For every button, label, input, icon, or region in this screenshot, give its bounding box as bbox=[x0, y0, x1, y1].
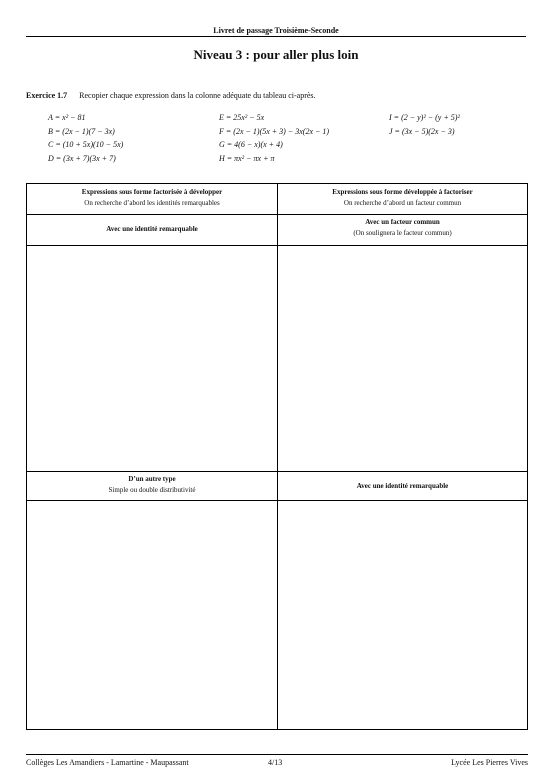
right-header-subtitle: On recherche d’abord un facteur commun bbox=[343, 199, 462, 207]
footer-divider bbox=[26, 754, 528, 755]
exercise-instruction: Recopier chaque expression dans la colonne adéquate du tableau ci-après. bbox=[79, 91, 316, 100]
expression-h: H = πx² − πx + π bbox=[219, 153, 275, 163]
expression-d: D = (3x + 7)(3x + 7) bbox=[48, 153, 116, 163]
expression-j: J = (3x − 5)(2x − 3) bbox=[389, 126, 455, 136]
right-sub1-title: Avec un facteur commun bbox=[365, 218, 440, 226]
left-subheader-other-type bbox=[27, 474, 277, 496]
left-sub2-title: D’un autre type bbox=[128, 475, 176, 483]
expression-b: B = (2x − 1)(7 − 3x) bbox=[48, 126, 115, 136]
classification-table bbox=[26, 183, 528, 730]
right-header-title: Expressions sous forme développée à factoriser bbox=[332, 188, 473, 196]
expression-column-2 bbox=[219, 111, 329, 165]
expression-c: C = (10 + 5x)(10 − 5x) bbox=[48, 140, 124, 149]
expression-f: F = (2x − 1)(5x + 3) − 3x(2x − 1) bbox=[219, 126, 330, 136]
table-subheader-divider bbox=[27, 245, 527, 246]
left-subheader-remarkable-identity: Avec une identité remarquable bbox=[106, 225, 198, 233]
expression-a: A = x² − 81 bbox=[48, 113, 86, 122]
footer-right: Lycée Les Pierres Vives bbox=[451, 758, 528, 767]
exercise-statement bbox=[26, 91, 316, 101]
right-subheader-remarkable-identity: Avec une identité remarquable bbox=[356, 482, 449, 490]
left-header-subtitle: On recherche d’abord les identités remarquables bbox=[84, 199, 220, 207]
table-middle-divider bbox=[27, 471, 527, 472]
right-column-header bbox=[278, 187, 527, 209]
footer-page-number: 4/13 bbox=[268, 758, 283, 767]
exercise-label: Exercice 1.7 bbox=[26, 91, 68, 100]
left-sub2-subtitle: Simple ou double distributivité bbox=[108, 486, 196, 494]
right-subheader-common-factor bbox=[278, 217, 527, 239]
table-header-divider bbox=[27, 214, 527, 215]
right-sub1-subtitle: (On soulignera le facteur commun) bbox=[353, 229, 452, 237]
expression-e: E = 25x² − 5x bbox=[219, 113, 265, 122]
table-column-divider bbox=[277, 184, 278, 729]
page-header: Livret de passage Troisième-Seconde bbox=[26, 25, 526, 37]
expression-column-3 bbox=[389, 111, 460, 138]
footer-left: Collèges Les Amandiers - Lamartine - Maupassant bbox=[26, 758, 189, 767]
expression-g: G = 4(6 − x)(x + 4) bbox=[219, 140, 283, 149]
page-title: Niveau 3 : pour aller plus loin bbox=[193, 47, 359, 62]
expression-i: I = (2 − y)² − (y + 5)² bbox=[389, 113, 460, 122]
left-header-title: Expressions sous forme factorisée à développer bbox=[81, 188, 223, 196]
left-column-header bbox=[27, 187, 277, 209]
expression-column-1 bbox=[48, 111, 123, 165]
table-lower-subheader-divider bbox=[27, 500, 527, 501]
